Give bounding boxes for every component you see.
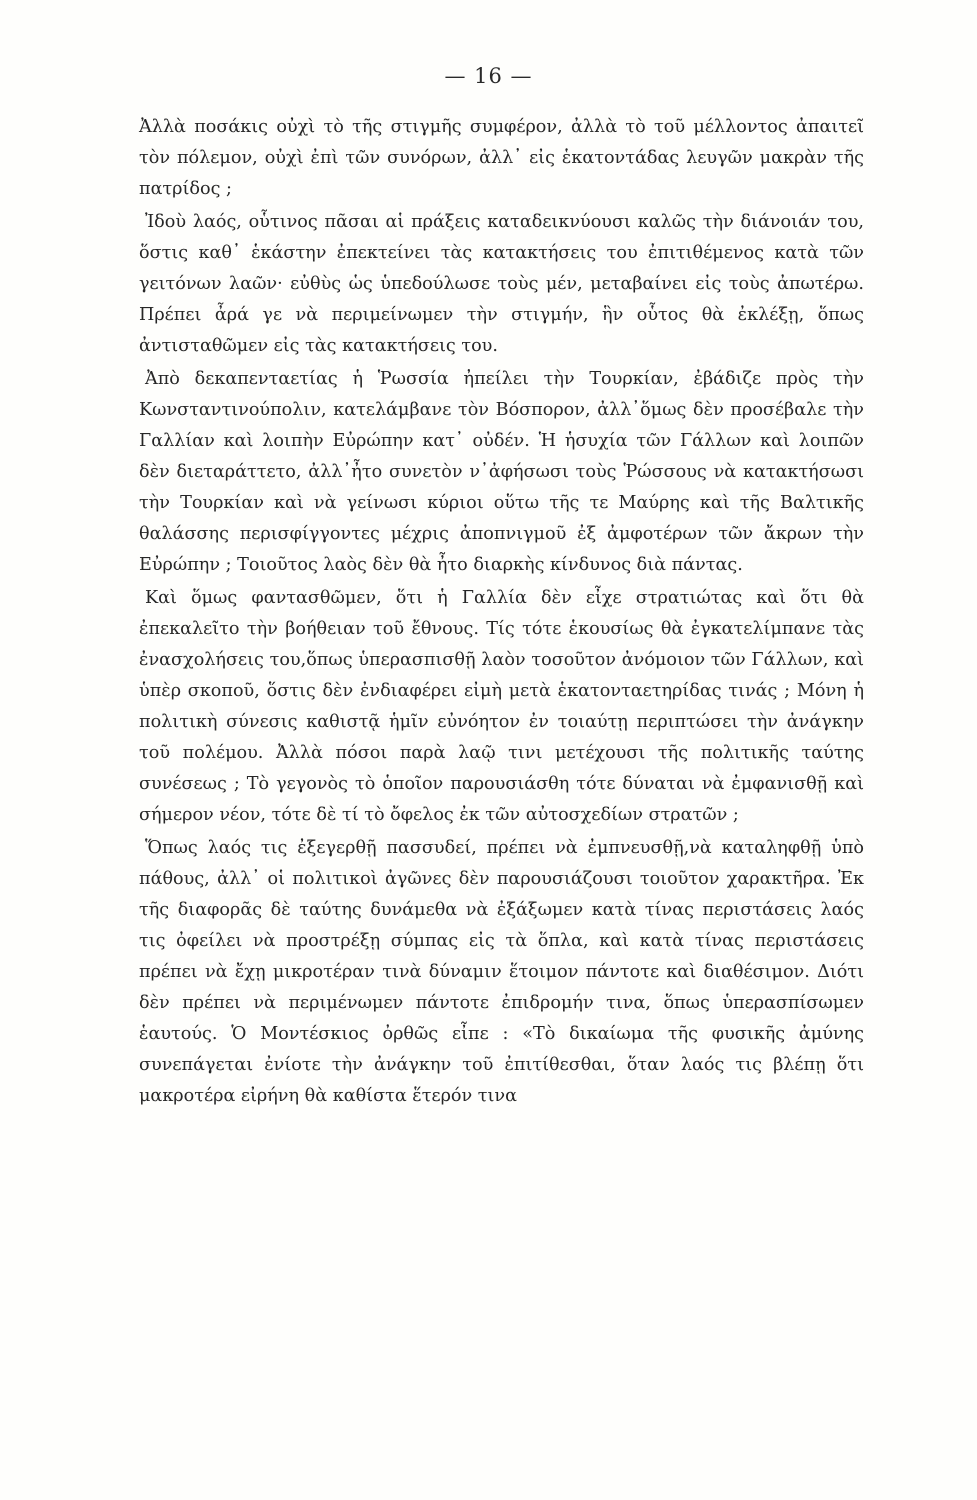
page-number: — 16 — (444, 64, 533, 88)
paragraph-4: Καὶ ὅμως φαντασθῶμεν, ὅτι ἡ Γαλλία δὲν εἶχε στρατιώτας καὶ ὅτι θὰ ἐπεκαλεῖτο τὴν βοήθειαν τοῦ ἔθνους. Τίς τότε ἑκουσίως θὰ ἐγκατελίμπανε τὰς ἐνασχολήσεις του,ὅπως ὑπερασπισθῇ λαὸν τοσοῦτον ἀνόμοιον τῶν Γάλλων, καὶ ὑπὲρ σκοποῦ, ὅστις δὲν ἐνδιαφέρει εἰμὴ μετὰ ἑκατονταετηρίδας τινάς ; Μόνη ἡ πολιτικὴ σύνεσις καθιστᾷ ἡμῖν εὐνόητον ἐν τοιαύτῃ περιπτώσει τὴν ἀνάγκην τοῦ πολέμου. Ἀλλὰ πόσοι παρὰ λαῷ τινι μετέχουσι τῆς πολιτικῆς ταύτης συνέσεως ; Τὸ γεγονὸς τὸ ὁποῖον παρουσιάσθη τότε δύναται νὰ ἐμφανισθῇ καὶ σήμερον νέον, τότε δὲ τί τὸ ὄφελος ἐκ τῶν αὐτοσχεδίων στρατῶν ; (139, 588, 864, 825)
paragraph-2: Ἰδοὺ λαός, οὗτινος πᾶσαι αἱ πράξεις καταδεικνύουσι καλῶς τὴν διάνοιάν του, ὅστις καθ᾽ ἑκάστην ἐπεκτείνει τὰς κατακτήσεις του ἐπιτιθέμενος κατὰ τῶν γειτόνων λαῶν· εὐθὺς ὡς ὑπεδούλωσε τοὺς μέν, μεταβαίνει εἰς τοὺς ἀπωτέρω. Πρέπει ἆρά γε νὰ περιμείνωμεν τὴν στιγμήν, ἣν οὗτος θὰ ἐκλέξῃ, ὅπως ἀντισταθῶμεν εἰς τὰς κατακτήσεις του. (139, 212, 864, 356)
paragraph-3: Ἀπὸ δεκαπενταετίας ἡ Ῥωσσία ἠπείλει τὴν Τουρκίαν, ἐβάδιζε πρὸς τὴν Κωνσταντινούπολιν, κατελάμβανε τὸν Βόσπορον, ἀλλ᾽ὅμως δὲν προσέβαλε τὴν Γαλλίαν καὶ λοιπὴν Εὐρώπην κατ᾽ οὐδέν. Ἡ ἡσυχία τῶν Γάλλων καὶ λοιπῶν δὲν διεταράττετο, ἀλλ᾽ἦτο συνετὸν ν᾽ἀφήσωσι τοὺς Ῥώσσους νὰ κατακτήσωσι τὴν Τουρκίαν καὶ νὰ γείνωσι κύριοι οὕτω τῆς τε Μαύρης καὶ τῆς Βαλτικῆς θαλάσσης περισφίγγοντες μέχρις ἀποπνιγμοῦ ἐξ ἀμφοτέρων τῶν ἄκρων τὴν Εὐρώπην ; Τοιοῦτος λαὸς δὲν θὰ ἦτο διαρκὴς κίνδυνος διὰ πάντας. (139, 369, 864, 575)
body-text (139, 112, 864, 1114)
paragraph-1: Ἀλλὰ ποσάκις οὐχὶ τὸ τῆς στιγμῆς συμφέρον, ἀλλὰ τὸ τοῦ μέλλοντος ἀπαιτεῖ τὸν πόλεμον, οὐχὶ ἐπὶ τῶν συνόρων, ἀλλ᾽ εἰς ἑκατοντάδας λευγῶν μακρὰν τῆς πατρίδος ; (139, 117, 864, 199)
paragraph-5: Ὅπως λαός τις ἐξεγερθῇ πασσυδεί, πρέπει νὰ ἐμπνευσθῇ,νὰ καταληφθῇ ὑπὸ πάθους, ἀλλ᾽ οἱ πολιτικοὶ ἀγῶνες δὲν παρουσιάζουσι τοιοῦτον χαρακτῆρα. Ἐκ τῆς διαφορᾶς δὲ ταύτης δυνάμεθα νὰ ἐξάξωμεν κατὰ τίνας περιστάσεις λαός τις ὀφείλει νὰ προστρέξῃ σύμπας εἰς τὰ ὅπλα, καὶ κατὰ τίνας περιστάσεις πρέπει νὰ ἔχῃ μικροτέραν τινὰ δύναμιν ἕτοιμον πάντοτε καὶ διαθέσιμον. Διότι δὲν πρέπει νὰ περιμένωμεν πάντοτε ἐπιδρομήν τινα, ὅπως ὑπερασπίσωμεν ἑαυτούς. Ὁ Μοντέσκιος ὀρθῶς εἶπε : «Τὸ δικαίωμα τῆς φυσικῆς ἀμύνης συνεπάγεται ἐνίοτε τὴν ἀνάγκην τοῦ ἐπιτίθεσθαι, ὅταν λαός τις βλέπῃ ὅτι μακροτέρα εἰρήνη θὰ καθίστα ἕτερόν τινα (139, 838, 864, 1106)
